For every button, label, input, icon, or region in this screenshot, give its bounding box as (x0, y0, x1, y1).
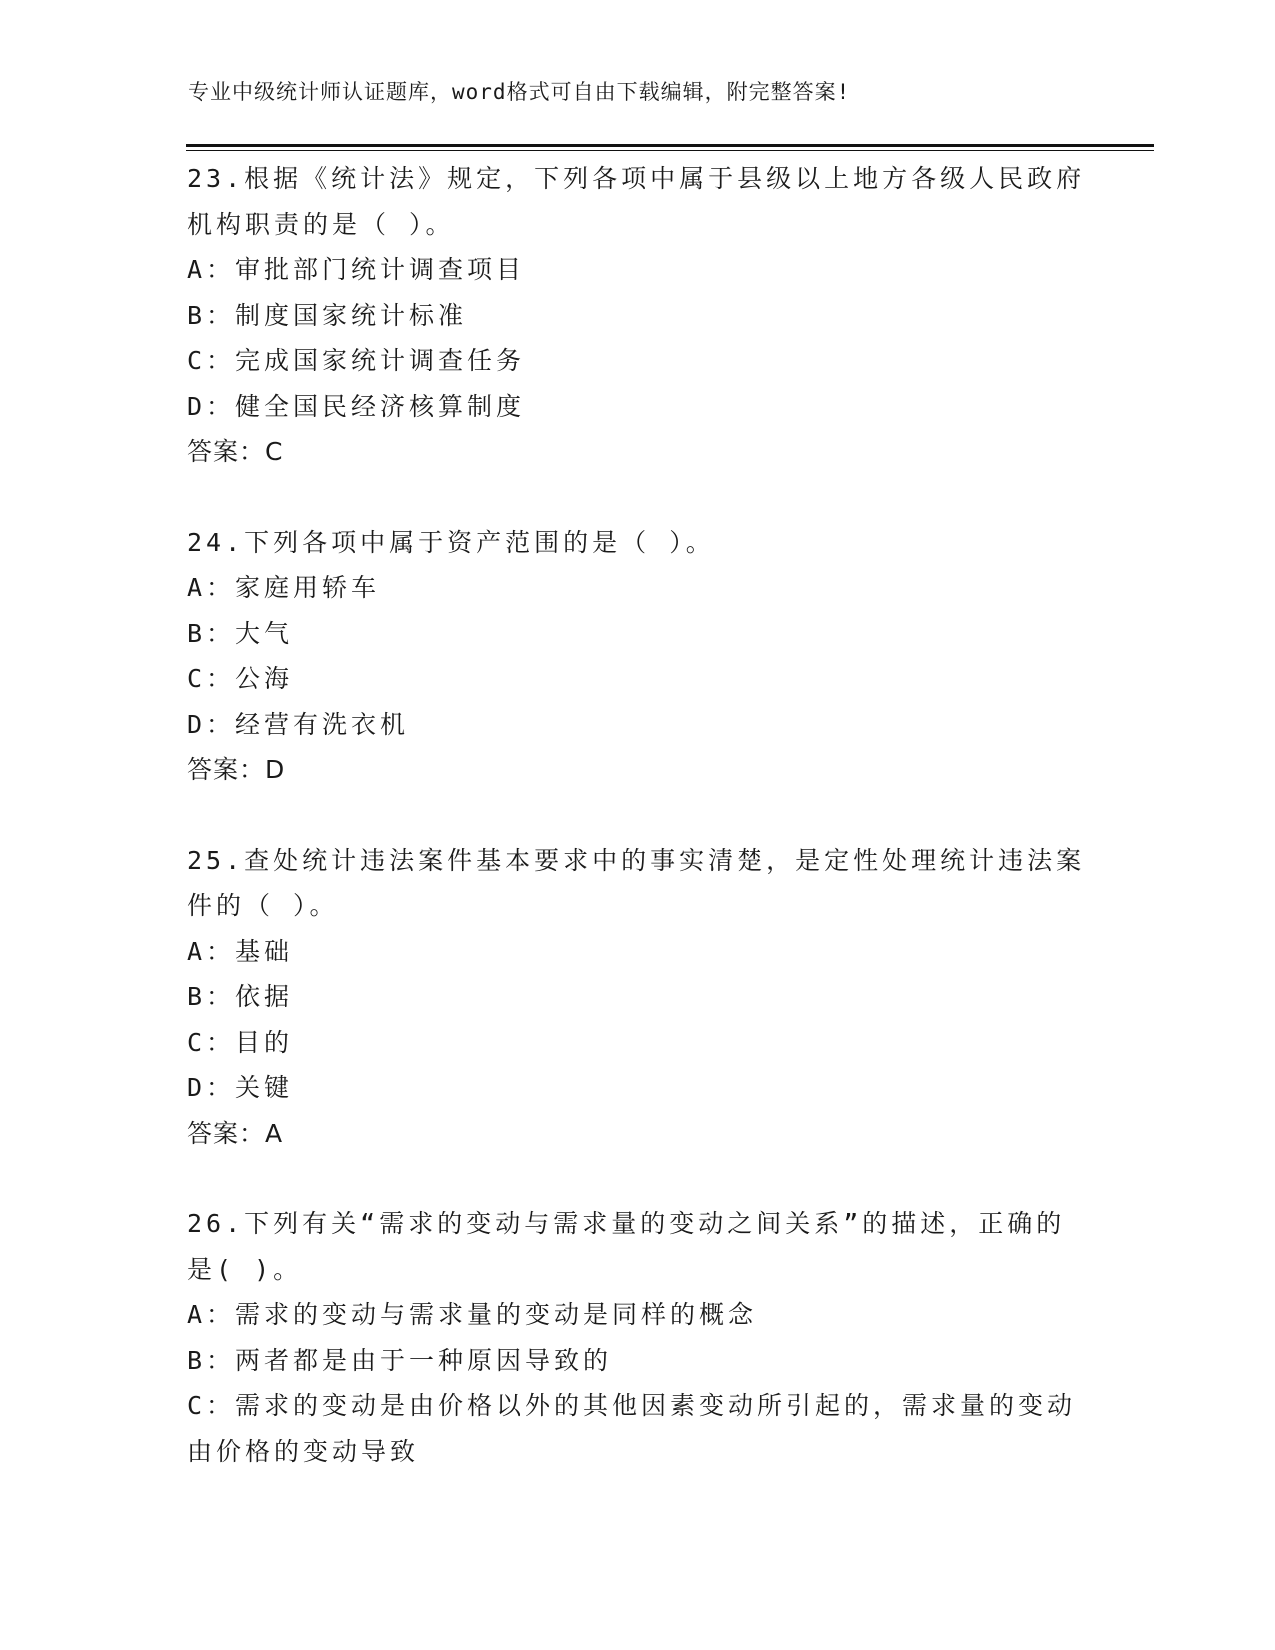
question-25 (187, 838, 1087, 1157)
answer-line: 答案：A (187, 1118, 284, 1148)
header-rule-thick (186, 144, 1154, 147)
header-rule-thin (186, 150, 1154, 151)
page-header: 专业中级统计师认证题库，word格式可自由下载编辑，附完整答案! (188, 80, 851, 104)
question-stem: 24.下列各项中属于资产范围的是（ ）。 (187, 527, 715, 557)
question-24 (187, 520, 1087, 793)
question-26 (187, 1201, 1087, 1474)
option-b: B：大气 (187, 618, 294, 648)
option-c-continued: 由价格的变动导致 (187, 1436, 420, 1466)
question-stem: 25.查处统计违法案件基本要求中的事实清楚，是定性处理统计违法案 (187, 845, 1086, 875)
option-c: C：需求的变动是由价格以外的其他因素变动所引起的，需求量的变动 (187, 1391, 1077, 1420)
option-d: D：健全国民经济核算制度 (187, 391, 526, 421)
question-stem: 机构职责的是（ ）。 (187, 209, 455, 239)
question-list (187, 156, 1087, 1519)
option-b: B：制度国家统计标准 (187, 300, 468, 330)
option-b: B：依据 (187, 982, 294, 1011)
option-a: A：家庭用轿车 (187, 573, 381, 602)
option-c: C：完成国家统计调查任务 (187, 346, 526, 375)
option-c: C：目的 (187, 1027, 294, 1057)
question-stem: 23.根据《统计法》规定，下列各项中属于县级以上地方各级人民政府 (187, 164, 1086, 193)
answer-line: 答案：C (187, 437, 284, 466)
question-stem: 是( )。 (187, 1254, 303, 1284)
option-d: D：关键 (187, 1073, 294, 1102)
option-a: A：需求的变动与需求量的变动是同样的概念 (187, 1300, 758, 1329)
option-b: B：两者都是由于一种原因导致的 (187, 1345, 613, 1375)
option-c: C：公海 (187, 664, 294, 693)
option-a: A：基础 (187, 936, 294, 966)
question-stem: 件的（ ）。 (187, 891, 339, 920)
option-a: A：审批部门统计调查项目 (187, 255, 526, 284)
answer-line: 答案：D (187, 755, 286, 784)
question-stem: 26.下列有关“需求的变动与需求量的变动之间关系”的描述，正确的 (187, 1209, 1066, 1238)
option-d: D：经营有洗衣机 (187, 709, 410, 739)
question-23 (187, 156, 1087, 475)
